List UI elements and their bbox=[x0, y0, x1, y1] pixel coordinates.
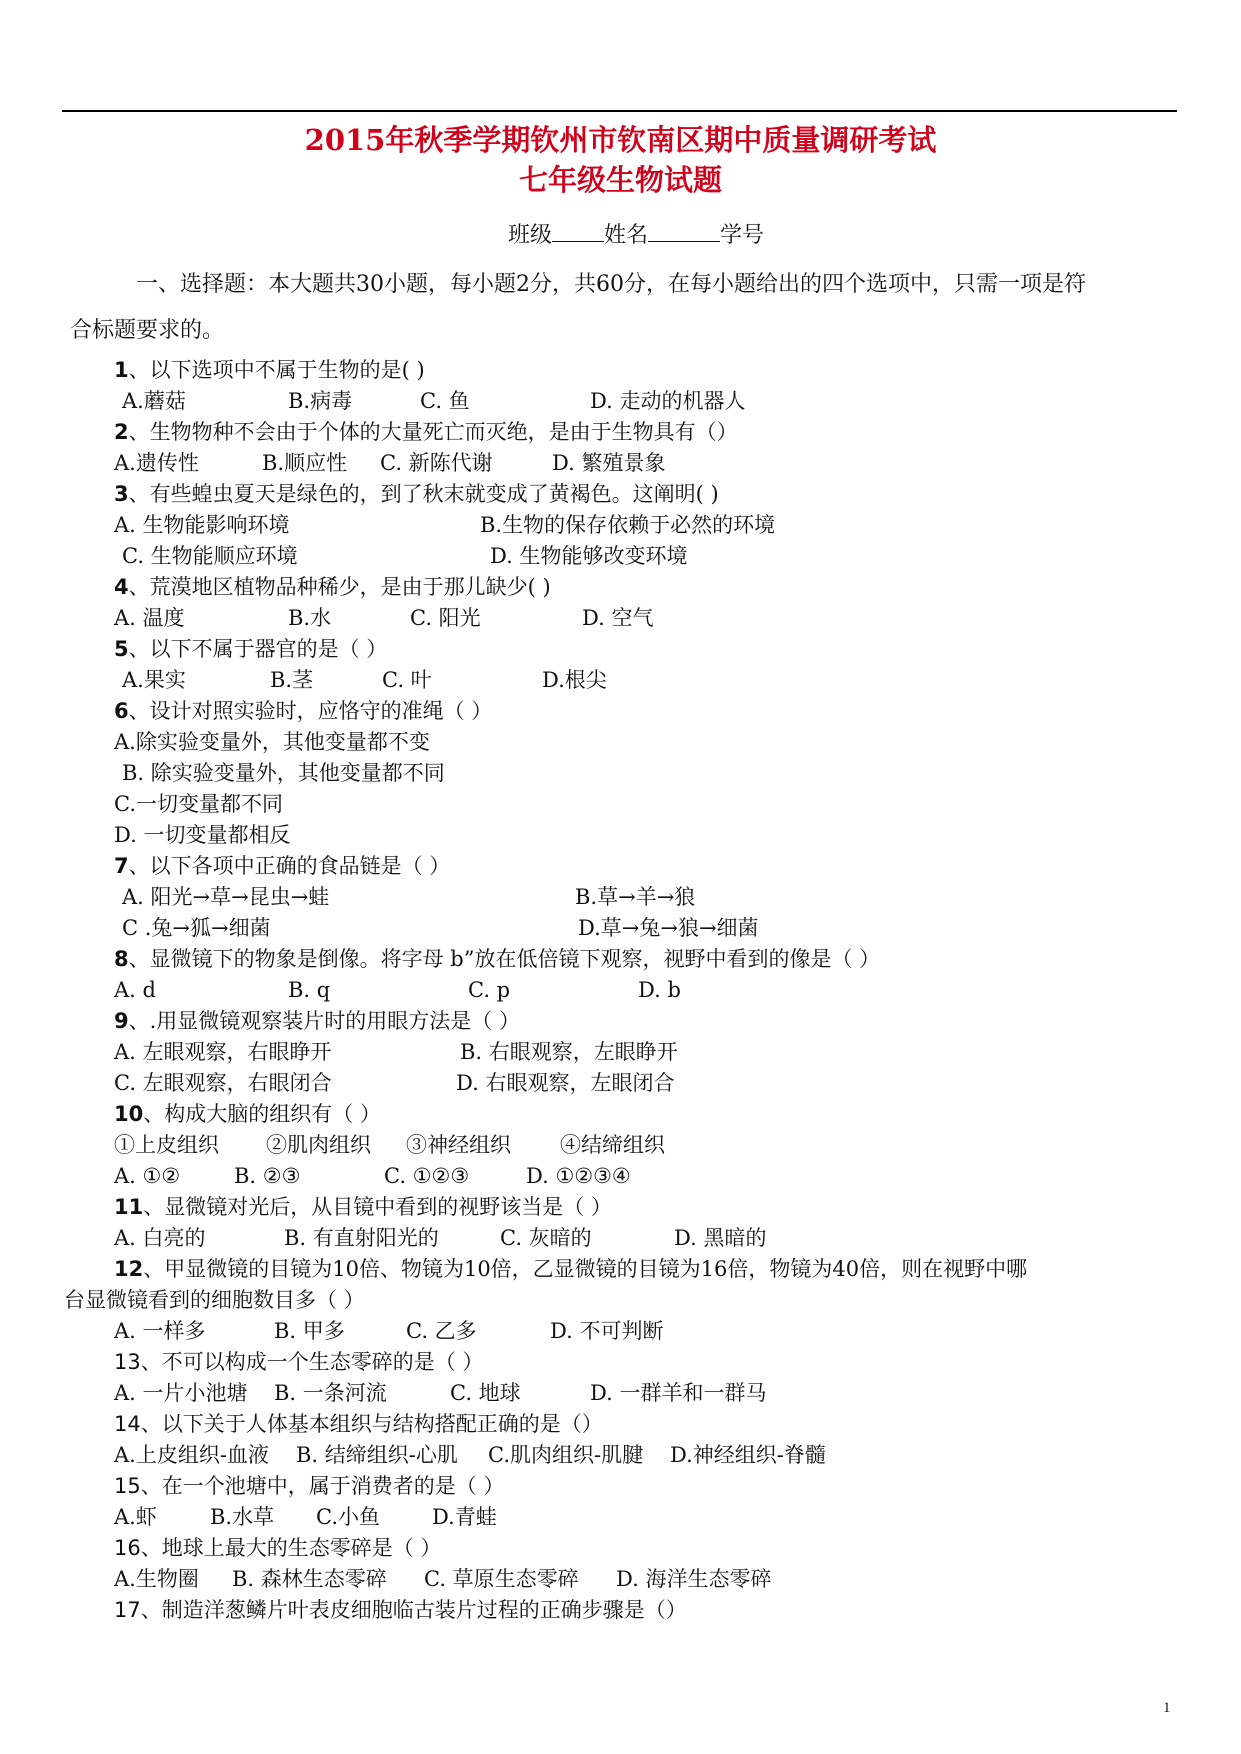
answer-option[interactable]: ③神经组织 bbox=[406, 1133, 511, 1157]
answer-option[interactable]: D.神经组织-脊髓 bbox=[670, 1443, 826, 1467]
question-text: 、构成大脑的组织有（ ） bbox=[143, 1102, 381, 1126]
options-row bbox=[70, 727, 1182, 758]
question-number: 11 bbox=[114, 1195, 144, 1219]
answer-option[interactable]: D. 黑暗的 bbox=[674, 1226, 767, 1250]
question-number: 12 bbox=[114, 1257, 144, 1281]
question-number: 6 bbox=[114, 699, 129, 723]
answer-option[interactable]: D. 海洋生态零碎 bbox=[616, 1567, 772, 1591]
id-label: 学号 bbox=[720, 223, 765, 248]
answer-option[interactable]: ②肌肉组织 bbox=[266, 1133, 371, 1157]
question-number: 15 bbox=[114, 1474, 141, 1498]
answer-option[interactable]: D. 走动的机器人 bbox=[590, 389, 746, 413]
question-11 bbox=[70, 1192, 1182, 1223]
question-2 bbox=[70, 417, 1182, 448]
question-text: 、有些蝗虫夏天是绿色的，到了秋末就变成了黄褐色。这阐明( ) bbox=[128, 482, 719, 506]
exam-subtitle: 七年级生物试题 bbox=[518, 163, 722, 197]
question-text: 、以下选项中不属于生物的是( ) bbox=[128, 358, 425, 382]
answer-option[interactable]: C.肌肉组织-肌腱 bbox=[488, 1443, 644, 1467]
question-number: 1 bbox=[114, 358, 129, 382]
question-list bbox=[64, 355, 1182, 1626]
question-17 bbox=[70, 1595, 1182, 1626]
answer-option[interactable]: B. 右眼观察，左眼睁开 bbox=[460, 1040, 678, 1064]
answer-option[interactable]: C. 鱼 bbox=[420, 389, 470, 413]
answer-option[interactable]: C. p bbox=[468, 978, 511, 1002]
answer-option[interactable]: B.草→羊→狼 bbox=[575, 885, 696, 909]
question-text: 、以下关于人体基本组织与结构搭配正确的是（） bbox=[140, 1412, 603, 1436]
answer-option[interactable]: B. 森林生态零碎 bbox=[232, 1567, 387, 1591]
answer-option[interactable]: B. 除实验变量外，其他变量都不同 bbox=[122, 761, 445, 785]
answer-option[interactable]: B. 一条河流 bbox=[274, 1381, 387, 1405]
answer-option[interactable]: C. 草原生态零碎 bbox=[424, 1567, 579, 1591]
options-row bbox=[70, 1378, 1182, 1409]
class-blank[interactable] bbox=[552, 221, 604, 242]
question-number: 5 bbox=[114, 637, 129, 661]
section-line-2: 合标题要求的。 bbox=[70, 318, 225, 343]
question-text: 、.用显微镜观察装片时的用眼方法是（ ） bbox=[128, 1009, 520, 1033]
answer-option[interactable]: A.除实验变量外，其他变量都不变 bbox=[114, 730, 430, 754]
question-13 bbox=[70, 1347, 1182, 1378]
question-number: 17 bbox=[114, 1598, 141, 1622]
options-row bbox=[70, 1037, 1182, 1068]
exam-title: 2015年秋季学期钦州市钦南区期中质量调研考试 bbox=[304, 123, 937, 157]
question-number: 7 bbox=[114, 854, 129, 878]
options-row bbox=[70, 882, 1182, 913]
answer-option[interactable]: D. 一切变量都相反 bbox=[114, 823, 291, 847]
options-row bbox=[70, 603, 1182, 634]
options-row bbox=[70, 1316, 1182, 1347]
answer-option[interactable]: B.生物的保存依赖于必然的环境 bbox=[480, 513, 776, 537]
question-number: 14 bbox=[114, 1412, 141, 1436]
question-text-continued: 台显微镜看到的细胞数目多（ ） bbox=[64, 1288, 365, 1312]
answer-option[interactable]: A. d bbox=[114, 978, 156, 1002]
question-text: 、制造洋葱鳞片叶表皮细胞临古装片过程的正确步骤是（） bbox=[140, 1598, 687, 1622]
answer-option[interactable]: B. q bbox=[288, 978, 331, 1002]
options-row bbox=[70, 1223, 1182, 1254]
answer-option[interactable]: B. 结缔组织-心肌 bbox=[296, 1443, 458, 1467]
answer-option[interactable]: C. 地球 bbox=[450, 1381, 521, 1405]
question-text: 、显微镜对光后，从目镜中看到的视野该当是（ ） bbox=[143, 1195, 612, 1219]
options-row bbox=[70, 913, 1182, 944]
answer-option[interactable]: A. 左眼观察，右眼睁开 bbox=[114, 1040, 332, 1064]
answer-option[interactable]: D.根尖 bbox=[542, 668, 607, 692]
question-text: 、地球上最大的生态零碎是（ ） bbox=[140, 1536, 442, 1560]
question-text: 、在一个池塘中，属于消费者的是（ ） bbox=[140, 1474, 505, 1498]
answer-option[interactable]: ④结缔组织 bbox=[560, 1133, 665, 1157]
answer-option[interactable]: B.茎 bbox=[270, 668, 314, 692]
question-number: 3 bbox=[114, 482, 129, 506]
page-number: 1 bbox=[1163, 1700, 1171, 1716]
options-row bbox=[70, 789, 1182, 820]
answer-option[interactable]: B.病毒 bbox=[288, 389, 353, 413]
name-blank[interactable] bbox=[648, 221, 720, 242]
options-row bbox=[70, 1161, 1182, 1192]
answer-option[interactable]: C.小鱼 bbox=[316, 1505, 380, 1529]
question-4 bbox=[70, 572, 1182, 603]
question-number: 4 bbox=[114, 575, 129, 599]
answer-option[interactable]: C. 左眼观察，右眼闭合 bbox=[114, 1071, 332, 1095]
answer-option[interactable]: C. ①②③ bbox=[384, 1164, 470, 1188]
section-line-1: 一、选择题：本大题共30小题，每小题2分，共60分，在每小题给出的四个选项中，只需一项是符 bbox=[136, 272, 1086, 297]
question-text: 、以下不属于器官的是（ ） bbox=[128, 637, 388, 661]
answer-option[interactable]: B.顺应性 bbox=[262, 451, 348, 475]
options-row bbox=[70, 665, 1182, 696]
answer-option[interactable]: A. ①② bbox=[114, 1164, 181, 1188]
question-12 bbox=[70, 1254, 1182, 1285]
question-5 bbox=[70, 634, 1182, 665]
answer-option[interactable]: C. 叶 bbox=[382, 668, 432, 692]
answer-option[interactable]: B. ②③ bbox=[234, 1164, 301, 1188]
name-label: 姓名 bbox=[604, 223, 649, 248]
question-1 bbox=[70, 355, 1182, 386]
answer-option[interactable]: ①上皮组织 bbox=[114, 1133, 219, 1157]
question-text: 、显微镜下的物象是倒像。将字母 b”放在低倍镜下观察，视野中看到的像是（ ） bbox=[128, 947, 881, 971]
answer-option[interactable]: D. 空气 bbox=[582, 606, 654, 630]
answer-option[interactable]: A.遗传性 bbox=[114, 451, 199, 475]
options-row bbox=[70, 1564, 1182, 1595]
answer-option[interactable]: A.虾 bbox=[114, 1505, 157, 1529]
answer-option[interactable]: D. 一群羊和一群马 bbox=[590, 1381, 767, 1405]
question-number: 13 bbox=[114, 1350, 141, 1374]
options-row bbox=[70, 975, 1182, 1006]
class-label: 班级 bbox=[508, 223, 553, 248]
answer-option[interactable]: B.水草 bbox=[210, 1505, 275, 1529]
answer-option[interactable]: C. 新陈代谢 bbox=[380, 451, 493, 475]
answer-option[interactable]: C. 生物能顺应环境 bbox=[122, 544, 298, 568]
answer-option[interactable]: D. b bbox=[638, 978, 681, 1002]
question-number: 8 bbox=[114, 947, 129, 971]
answer-option[interactable]: D. 生物能够改变环境 bbox=[490, 544, 688, 568]
answer-option[interactable]: A.上皮组织-血液 bbox=[114, 1443, 269, 1467]
question-16 bbox=[70, 1533, 1182, 1564]
answer-option[interactable]: D.草→兔→狼→细菌 bbox=[578, 916, 759, 940]
options-row bbox=[70, 1502, 1182, 1533]
answer-option[interactable]: D. 不可判断 bbox=[550, 1319, 664, 1343]
answer-option[interactable]: A.生物圈 bbox=[114, 1567, 199, 1591]
options-row bbox=[70, 510, 1182, 541]
options-row bbox=[70, 386, 1182, 417]
answer-option[interactable]: C. 灰暗的 bbox=[500, 1226, 592, 1250]
question-14 bbox=[70, 1409, 1182, 1440]
options-row bbox=[70, 448, 1182, 479]
question-3 bbox=[70, 479, 1182, 510]
question-15 bbox=[70, 1471, 1182, 1502]
options-row bbox=[70, 1440, 1182, 1471]
student-info bbox=[508, 218, 764, 249]
answer-option[interactable]: A. 一样多 bbox=[114, 1319, 206, 1343]
answer-option[interactable]: C .兔→狐→细菌 bbox=[122, 916, 271, 940]
answer-option[interactable]: A. 温度 bbox=[114, 606, 185, 630]
answer-option[interactable]: D. 右眼观察，左眼闭合 bbox=[456, 1071, 675, 1095]
options-row bbox=[70, 758, 1182, 789]
options-row bbox=[70, 820, 1182, 851]
answer-option[interactable]: D.青蛙 bbox=[432, 1505, 497, 1529]
question-text: 、不可以构成一个生态零碎的是（ ） bbox=[140, 1350, 484, 1374]
answer-option[interactable]: A. 白亮的 bbox=[114, 1226, 206, 1250]
answer-option[interactable]: D. 繁殖景象 bbox=[552, 451, 666, 475]
header-rule bbox=[62, 110, 1177, 112]
question-6 bbox=[70, 696, 1182, 727]
answer-option[interactable]: C. 阳光 bbox=[410, 606, 481, 630]
question-9 bbox=[70, 1006, 1182, 1037]
section-instructions bbox=[70, 262, 1180, 354]
question-8 bbox=[70, 944, 1182, 975]
question-text: 、荒漠地区植物品种稀少，是由于那儿缺少( ) bbox=[128, 575, 551, 599]
answer-option[interactable]: A.果实 bbox=[122, 668, 186, 692]
answer-option[interactable]: B. 有直射阳光的 bbox=[284, 1226, 439, 1250]
question-text: 、生物物种不会由于个体的大量死亡而灭绝，是由于生物具有（） bbox=[128, 420, 738, 444]
answer-option[interactable]: C.一切变量都不同 bbox=[114, 792, 283, 816]
answer-option[interactable]: B.水 bbox=[288, 606, 332, 630]
options-row bbox=[70, 541, 1182, 572]
answer-option[interactable]: A. 生物能影响环境 bbox=[114, 513, 290, 537]
question-number: 9 bbox=[114, 1009, 129, 1033]
question-text: 、设计对照实验时，应恪守的准绳（ ） bbox=[128, 699, 493, 723]
answer-option[interactable]: A. 一片小池塘 bbox=[114, 1381, 248, 1405]
options-row bbox=[70, 1068, 1182, 1099]
question-text: 、甲显微镜的目镜为10倍、物镜为10倍，乙显微镜的目镜为16倍，物镜为40倍，则在视野中哪 bbox=[143, 1257, 1028, 1281]
answer-option[interactable]: C. 乙多 bbox=[406, 1319, 477, 1343]
answer-option[interactable]: D. ①②③④ bbox=[526, 1164, 631, 1188]
options-row bbox=[70, 1130, 1182, 1161]
question-number: 10 bbox=[114, 1102, 144, 1126]
answer-option[interactable]: A.蘑菇 bbox=[122, 389, 186, 413]
question-7 bbox=[70, 851, 1182, 882]
question-number: 2 bbox=[114, 420, 129, 444]
answer-option[interactable]: A. 阳光→草→昆虫→蛙 bbox=[122, 885, 330, 909]
question-text: 、以下各项中正确的食品链是（ ） bbox=[128, 854, 451, 878]
question-10 bbox=[70, 1099, 1182, 1130]
question-number: 16 bbox=[114, 1536, 141, 1560]
answer-option[interactable]: B. 甲多 bbox=[274, 1319, 345, 1343]
